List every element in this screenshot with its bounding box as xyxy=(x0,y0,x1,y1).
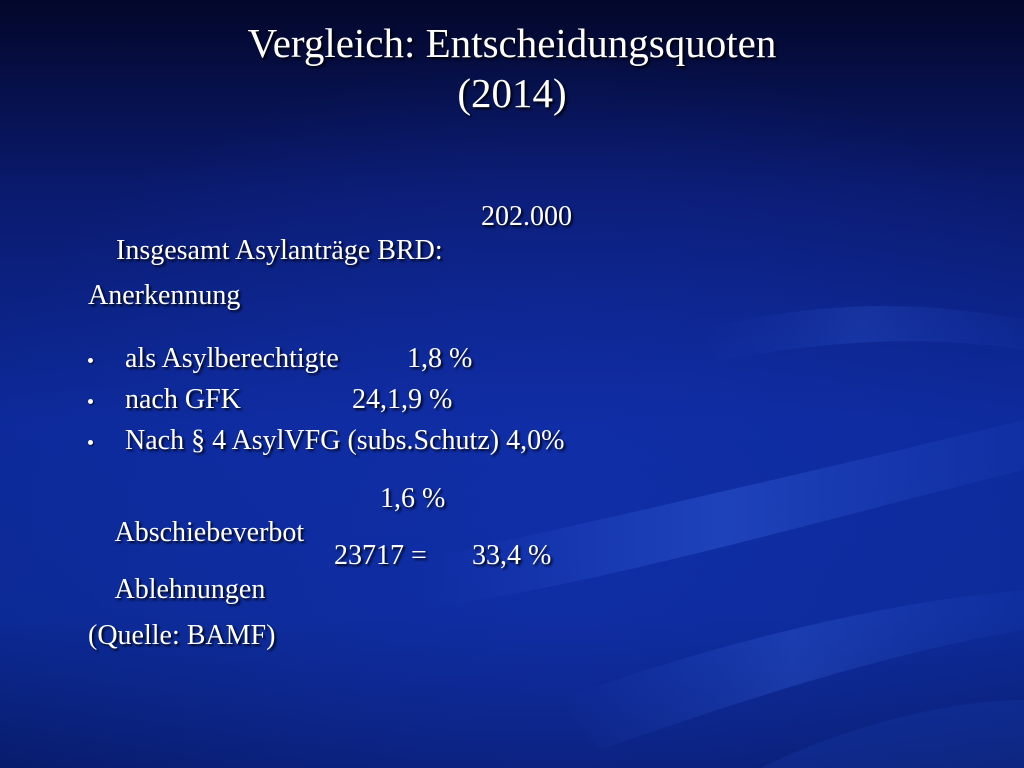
total-applications-row xyxy=(88,200,572,336)
source-note: (Quelle: BAMF) xyxy=(88,620,276,651)
slide-title xyxy=(0,18,1024,118)
bullet-value: 24,1,9 % xyxy=(352,384,453,415)
bullet-label: als Asylberechtigte xyxy=(125,343,339,374)
bullet-value: 1,8 % xyxy=(407,343,473,374)
bullet-icon xyxy=(88,440,93,445)
total-applications-value: 202.000 xyxy=(481,201,572,232)
bullet-icon xyxy=(88,358,93,363)
slide-title-line1: Vergleich: Entscheidungsquoten xyxy=(247,20,777,66)
bullet-label: Nach § 4 AsylVFG (subs.Schutz) 4,0% xyxy=(125,425,565,456)
rejections-value: 33,4 % xyxy=(472,540,552,571)
rejections-count: 23717 = xyxy=(334,540,427,571)
bullet-label: nach GFK xyxy=(125,384,241,415)
bullet-icon xyxy=(88,399,93,404)
deportation-ban-value: 1,6 % xyxy=(380,483,446,514)
deportation-ban-label: Abschiebeverbot xyxy=(114,517,305,548)
recognition-heading: Anerkennung xyxy=(88,280,241,311)
slide-title-line2: (2014) xyxy=(457,70,567,116)
total-applications-label: Insgesamt Asylanträge BRD: xyxy=(116,235,443,266)
rejections-label: Ablehnungen xyxy=(114,574,266,605)
